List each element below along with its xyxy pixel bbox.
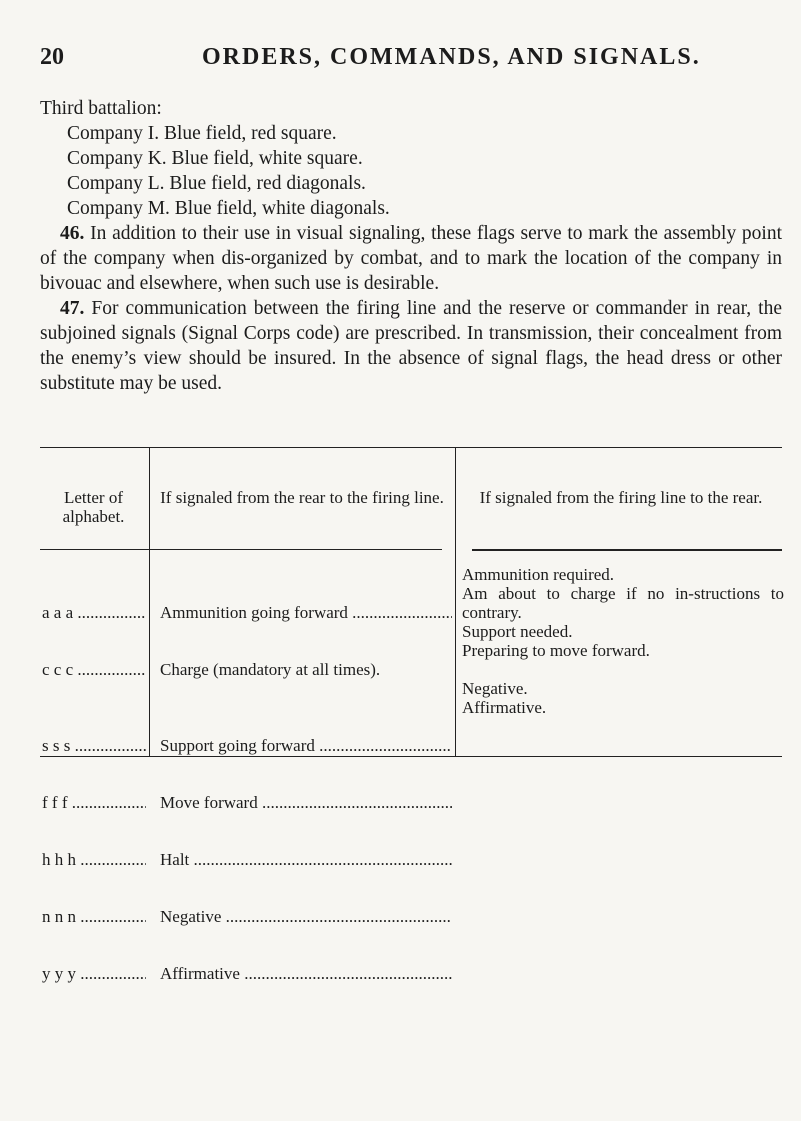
from-firing-line-cell: Preparing to move forward. <box>462 641 650 660</box>
header-letter: Letter of alphabet. <box>62 488 125 526</box>
table-top-rule <box>40 447 782 448</box>
column-divider <box>149 447 150 757</box>
letters-column <box>42 565 146 1021</box>
company-item: Company I. Blue field, red square. <box>67 123 337 144</box>
paragraph-number: 47. <box>60 298 85 319</box>
from-firing-line-cell: Am about to charge if no in-structions to contrary. <box>462 584 784 622</box>
from-rear-cell: Ammunition going forward ..... <box>160 603 452 622</box>
letter-cell: y y y ..... <box>42 964 146 983</box>
header-rule <box>40 549 442 550</box>
company-item: Company K. Blue field, white square. <box>67 148 363 169</box>
from-rear-cell: Support going forward ..... <box>160 736 452 755</box>
from-firing-line-cell: Ammunition required. <box>462 565 615 584</box>
page-number: 20 <box>40 44 64 70</box>
from-rear-cell: Negative ..... <box>160 907 452 926</box>
from-firing-line-cell: Affirmative. <box>462 698 547 717</box>
from-rear-cell: Affirmative ..... <box>160 964 452 983</box>
header-from-rear: If signaled from the rear to the firing line. <box>160 488 444 507</box>
paragraph-47 <box>40 296 782 396</box>
from-firing-line-cell: Support needed. <box>462 622 573 641</box>
from-rear-cell: Move forward ..... <box>160 793 452 812</box>
from-rear-column <box>160 565 452 1021</box>
letter-cell: c c c ..... <box>42 660 146 698</box>
letter-cell: n n n ..... <box>42 907 146 926</box>
letter-cell: h h h ..... <box>42 850 146 869</box>
signals-table <box>40 447 784 983</box>
letter-cell: s s s ..... <box>42 736 146 755</box>
paragraph-text: For communication between the firing line and the reserve or commander in rear, the subjoined signals (Signal Corps code) are prescribed. In transmission, their concealment from the enemy’s view should be insured. In the absence of signal flags, the head dress or other substitute may be used. <box>40 298 782 394</box>
paragraph-46 <box>40 221 782 296</box>
from-firing-line-column <box>462 565 784 717</box>
company-item: Company M. Blue field, white diagonals. <box>67 198 390 219</box>
from-rear-cell: Charge (mandatory at all times). <box>160 660 381 679</box>
company-item: Company L. Blue field, red diagonals. <box>67 173 366 194</box>
third-battalion-heading: Third battalion: <box>40 98 162 119</box>
company-list <box>67 121 787 221</box>
paragraph-text: In addition to their use in visual signaling, these flags serve to mark the assembly point of the company when dis-organized by combat, and to mark the location of the company in bivouac and elsewhere, when such use is desirable. <box>40 223 783 294</box>
from-firing-line-cell: Negative. <box>462 679 528 698</box>
running-head-title: ORDERS, COMMANDS, AND SIGNALS. <box>202 44 701 70</box>
from-rear-cell: Halt ..... <box>160 850 452 869</box>
letter-cell: a a a ..... <box>42 603 146 622</box>
letter-cell: f f f ..... <box>42 793 146 812</box>
header-from-firing-line: If signaled from the firing line to the rear. <box>479 488 763 507</box>
header-rule <box>472 549 782 551</box>
from-firing-line-cell <box>462 660 784 679</box>
paragraph-number: 46. <box>60 223 85 244</box>
running-header <box>40 44 780 74</box>
column-divider <box>455 447 456 757</box>
